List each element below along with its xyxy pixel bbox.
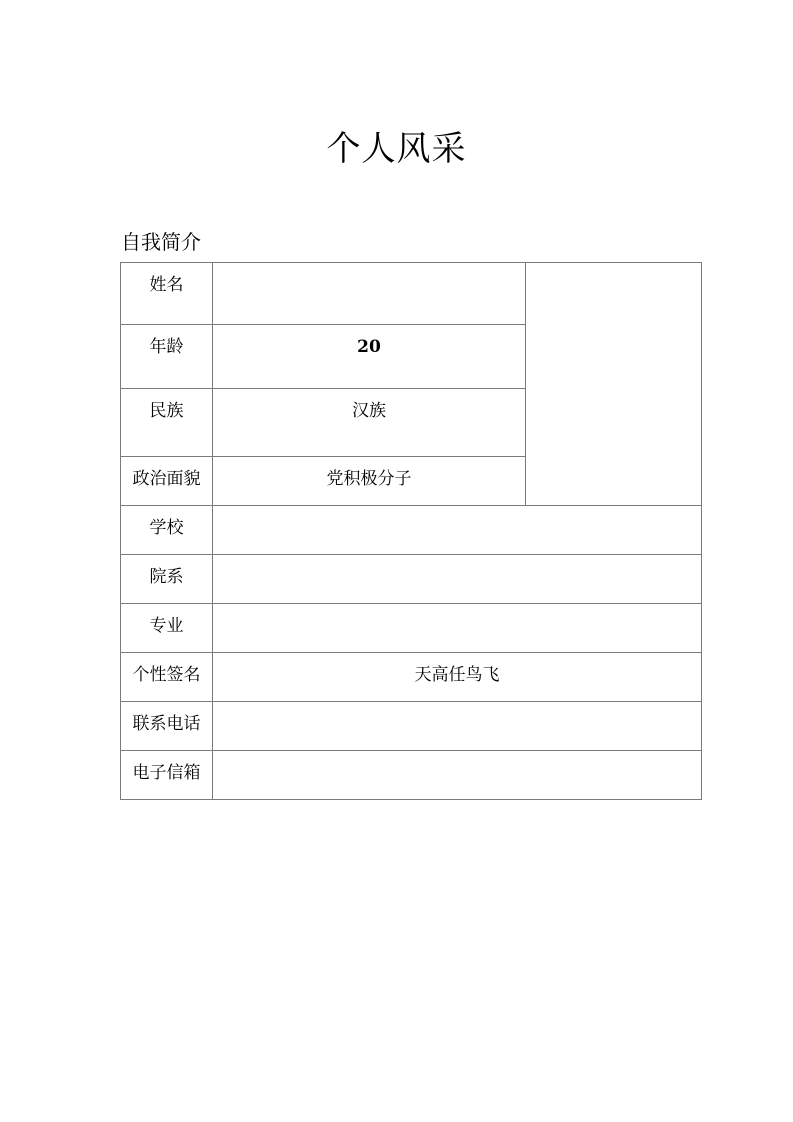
age-value-cell — [213, 325, 526, 389]
email-value-cell — [213, 751, 702, 800]
table-row-email — [121, 751, 702, 800]
school-value — [213, 506, 701, 517]
signature-value: 天高任鸟飞 — [414, 665, 500, 685]
department-value-cell — [213, 555, 702, 604]
name-label-cell — [121, 263, 213, 325]
age-label-cell — [121, 325, 213, 389]
email-label: 电子信箱 — [132, 763, 201, 783]
table-row-department — [121, 555, 702, 604]
page-title: 个人风采 — [326, 129, 467, 169]
department-value — [213, 555, 701, 566]
age-value: 20 — [357, 337, 381, 357]
name-label: 姓名 — [149, 275, 184, 295]
name-value-cell — [213, 263, 526, 325]
school-label-cell — [121, 506, 213, 555]
phone-label-cell — [121, 702, 213, 751]
phone-value — [213, 702, 701, 713]
ethnicity-value: 汉族 — [352, 401, 386, 421]
photo-cell — [526, 263, 702, 506]
signature-value-cell — [213, 653, 702, 702]
table-row-name — [121, 263, 702, 325]
department-label-cell — [121, 555, 213, 604]
phone-value-cell — [213, 702, 702, 751]
table-row-signature — [121, 653, 702, 702]
profile-table — [120, 262, 702, 800]
table-row-school — [121, 506, 702, 555]
major-label: 专业 — [149, 616, 184, 636]
name-value — [213, 263, 525, 274]
ethnicity-value-cell — [213, 389, 526, 457]
political-label-cell — [121, 457, 213, 506]
major-value — [213, 604, 701, 615]
section-heading: 自我简介 — [121, 230, 201, 254]
signature-label: 个性签名 — [132, 665, 201, 685]
table-row-major — [121, 604, 702, 653]
signature-label-cell — [121, 653, 213, 702]
ethnicity-label-cell — [121, 389, 213, 457]
phone-label: 联系电话 — [132, 714, 201, 734]
school-value-cell — [213, 506, 702, 555]
email-label-cell — [121, 751, 213, 800]
department-label: 院系 — [149, 567, 184, 587]
school-label: 学校 — [149, 518, 184, 538]
email-value — [213, 751, 701, 762]
age-label: 年龄 — [149, 337, 184, 357]
major-label-cell — [121, 604, 213, 653]
major-value-cell — [213, 604, 702, 653]
political-value: 党积极分子 — [326, 469, 412, 489]
political-label: 政治面貌 — [132, 469, 201, 489]
political-value-cell — [213, 457, 526, 506]
ethnicity-label: 民族 — [149, 401, 184, 421]
table-row-phone — [121, 702, 702, 751]
